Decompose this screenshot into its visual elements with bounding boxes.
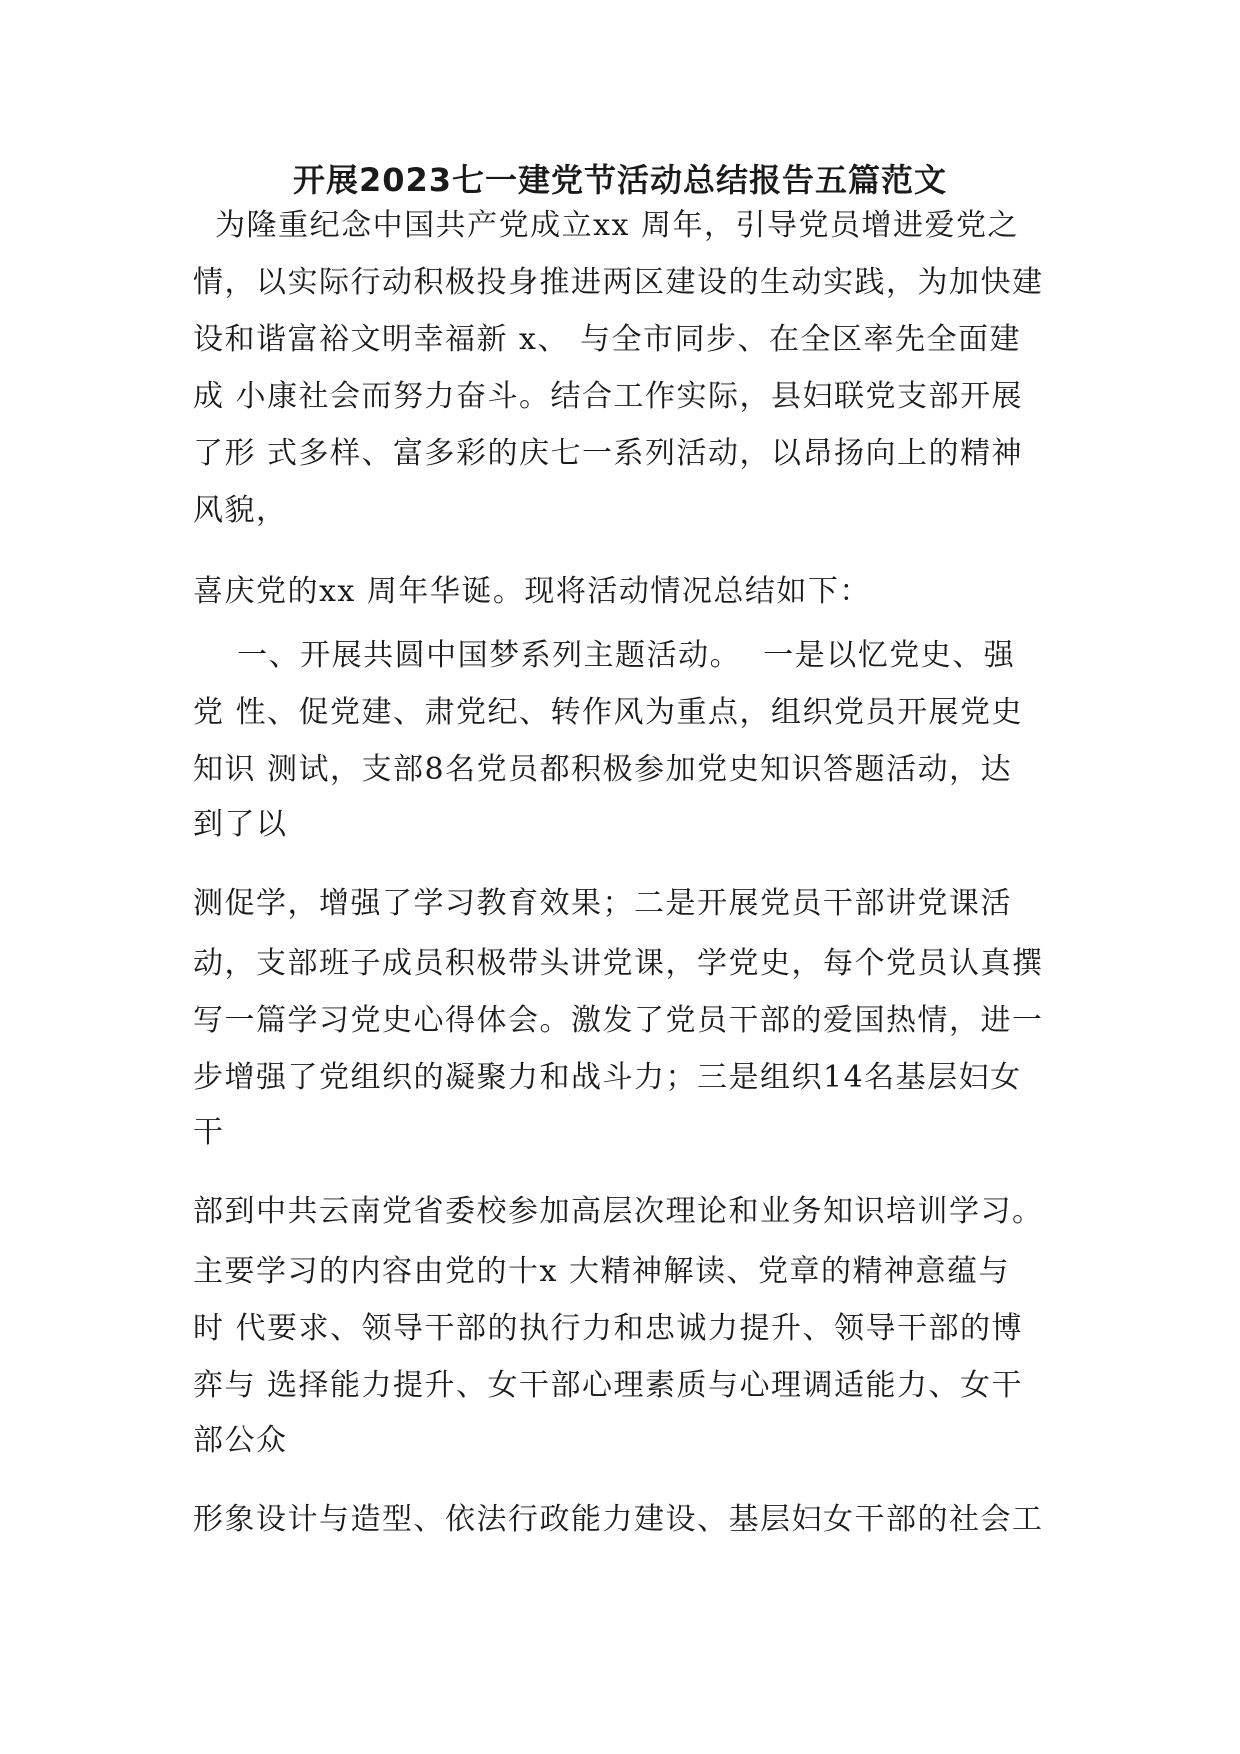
- body-line: 形象设计与造型、依法行政能力建设、基层妇女干部的社会工: [193, 1502, 1044, 1537]
- body-line: 了形 式多样、富多彩的庆七一系列活动，以昂扬向上的精神: [193, 436, 1024, 471]
- body-line: 为隆重纪念中国共产党成立xx 周年，引导党员增进爱党之: [193, 208, 1019, 243]
- body-line: 写一篇学习党史心得体会。激发了党员干部的爱国热情，进一: [193, 1003, 1044, 1038]
- body-line: 成 小康社会而努力奋斗。结合工作实际，县妇联党支部开展: [193, 379, 1024, 414]
- body-line: 时 代要求、领导干部的执行力和忠诚力提升、领导干部的博: [193, 1311, 1024, 1346]
- body-line: 设和谐富裕文明幸福新 x、 与全市同步、在全区率先全面建: [193, 322, 1021, 357]
- body-line: 喜庆党的xx 周年华诞。现将活动情况总结如下：: [193, 574, 871, 609]
- body-line: 步增强了党组织的凝聚力和战斗力；三是组织14名基层妇女: [193, 1060, 1022, 1095]
- body-line: 部公众: [193, 1423, 288, 1458]
- body-line: 部到中共云南党省委校参加高层次理论和业务知识培训学习。: [193, 1194, 1044, 1229]
- body-line: 动，支部班子成员积极带头讲党课，学党史，每个党员认真撰: [193, 946, 1044, 981]
- body-line: 风貌，: [193, 493, 288, 528]
- body-line: 知识 测试，支部8名党员都积极参加党史知识答题活动，达: [193, 752, 1013, 787]
- body-line: 到了以: [193, 807, 288, 842]
- body-line: 主要学习的内容由党的十x 大精神解读、党章的精神意蕴与: [193, 1254, 1010, 1289]
- body-line: 测促学，增强了学习教育效果；二是开展党员干部讲党课活: [193, 886, 1012, 921]
- body-line: 弈与 选择能力提升、女干部心理素质与心理调适能力、女干: [193, 1368, 1024, 1403]
- body-line: 干: [193, 1115, 225, 1150]
- body-line: 一、开展共圆中国梦系列主题活动。 一是以忆党史、强: [193, 638, 1016, 673]
- body-line: 情，以实际行动积极投身推进两区建设的生动实践，为加快建: [193, 265, 1044, 300]
- body-line: 党 性、促党建、肃党纪、转作风为重点，组织党员开展党史: [193, 695, 1024, 730]
- document-title: 开展2023七一建党节活动总结报告五篇范文: [292, 161, 948, 199]
